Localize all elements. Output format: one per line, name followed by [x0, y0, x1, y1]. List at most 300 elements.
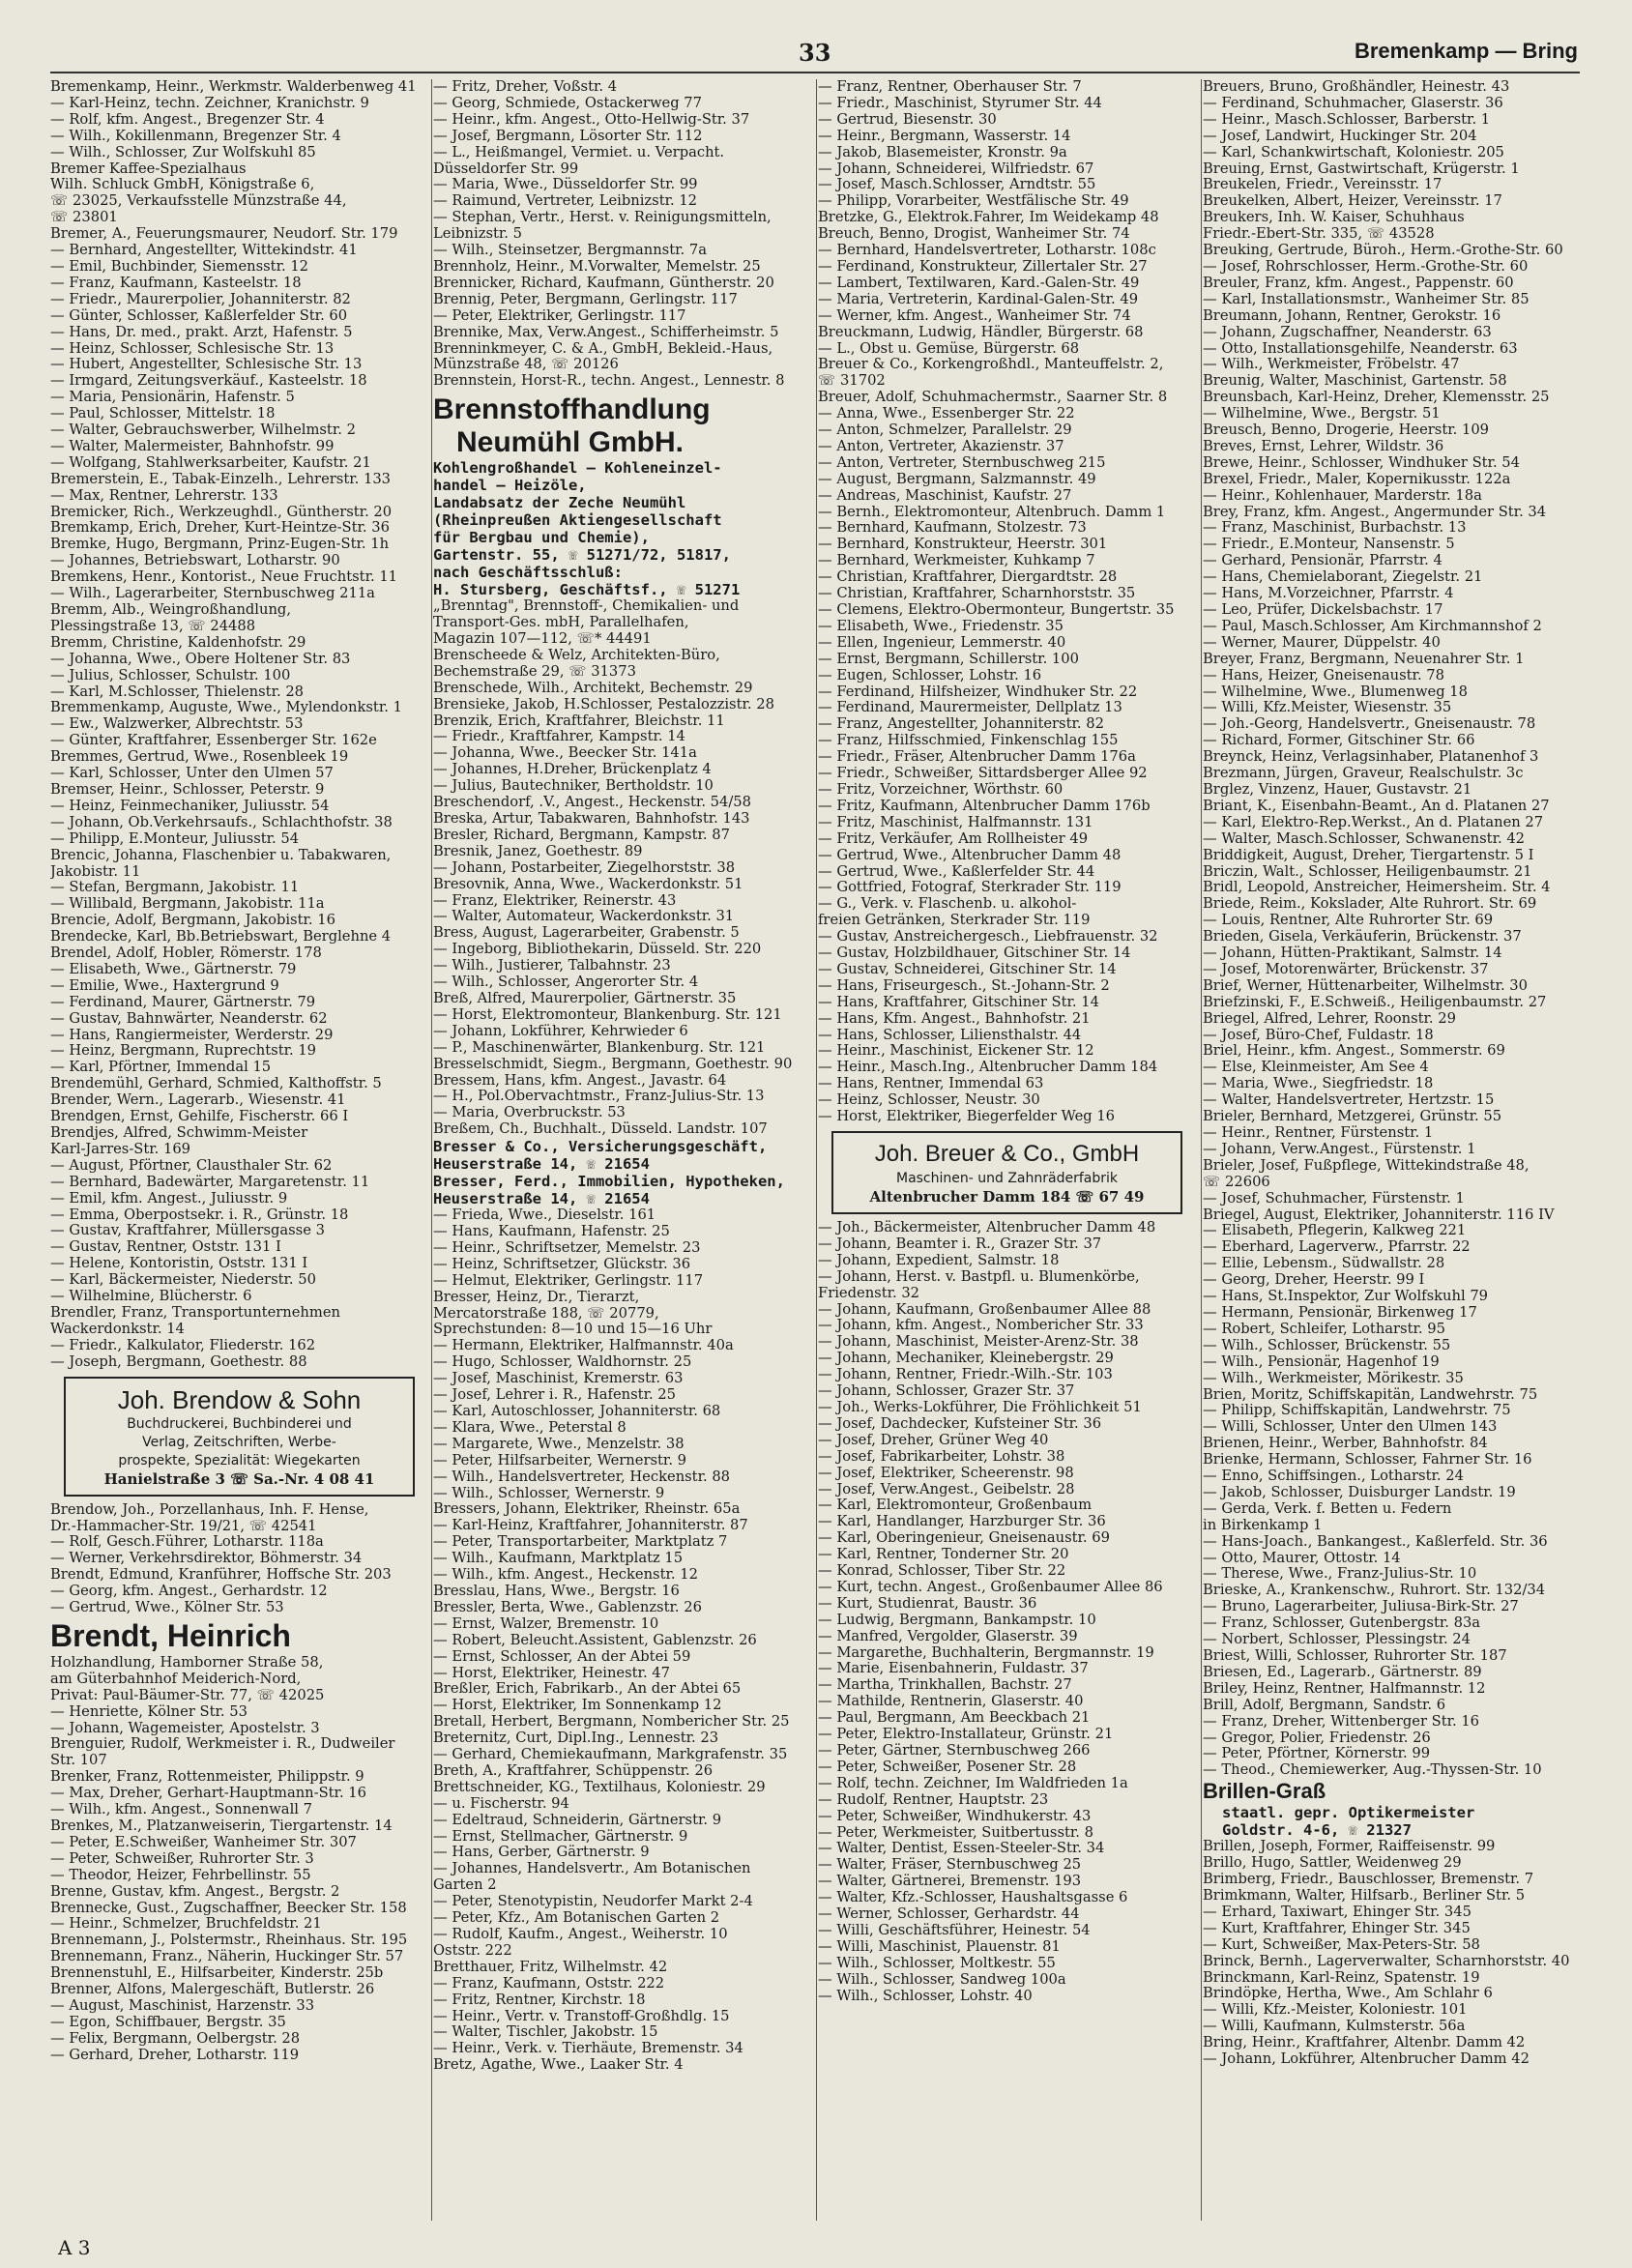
entries-block [50, 1655, 423, 2064]
directory-entry: Breumann, Johann, Rentner, Gerokstr. 16 [1203, 307, 1501, 324]
directory-entry: Brennecke, Gust., Zugschaffner, Beecker Str. 158 [50, 1900, 407, 1916]
directory-entry: — Wilh., Kaufmann, Marktplatz 15 [433, 1551, 684, 1567]
directory-entry: — Peter, Werkmeister, Suitbertusstr. 8 [818, 1824, 1093, 1841]
directory-entry: — Franz, Maschinist, Burbachstr. 13 [1203, 520, 1467, 537]
directory-entry: Briegel, August, Elektriker, Johanniterstr. 116 IV [1203, 1207, 1555, 1223]
directory-entry: Bremicker, Rich., Werkzeughdl., Güntherstr. 20 [50, 504, 393, 520]
directory-entry: — Johann, Schneiderei, Wilfriedstr. 67 [818, 160, 1094, 177]
directory-entry: — Wilh., kfm. Angest., Heckenstr. 12 [433, 1567, 698, 1584]
directory-entry: — Friedr., Kalkulator, Fliederstr. 162 [50, 1337, 316, 1353]
directory-entry: — Karl-Heinz, techn. Zeichner, Kranichstr. 9 [50, 95, 369, 111]
directory-entry: Brenguier, Rudolf, Werkmeister i. R., Dudweiler [50, 1736, 395, 1753]
directory-entry: — H., Pol.Obervachtmstr., Franz-Julius-Str. 13 [433, 1089, 765, 1105]
bold-entry [433, 1138, 805, 1173]
directory-entry: — Gustav, Rentner, Oststr. 131 I [50, 1239, 281, 1256]
directory-entry: — Peter, Elektro-Installateur, Grünstr. 21 [818, 1727, 1114, 1743]
directory-entry: — Heinr., Masch.Schlosser, Barberstr. 1 [1203, 111, 1491, 128]
directory-entry: — Hans-Joach., Bankangest., Kaßlerfeld. Str. 36 [1203, 1533, 1548, 1550]
directory-entry: Leibnizstr. 5 [433, 226, 522, 243]
directory-entry: — Walter, Dentist, Essen-Steeler-Str. 34 [818, 1841, 1105, 1857]
directory-entry: — Helene, Kontoristin, Oststr. 131 I [50, 1256, 308, 1272]
directory-entry: — Jakob, Schlosser, Duisburger Landstr. 19 [1203, 1484, 1516, 1500]
directory-entry: — Franz, Angestellter, Johanniterstr. 82 [818, 716, 1104, 733]
directory-entry: Brennemann, J., Polstermstr., Rheinhaus. Str. 195 [50, 1933, 408, 1949]
directory-entry: — Wilhelmine, Blücherstr. 6 [50, 1289, 252, 1305]
directory-entry: — Werner, Maurer, Düppelstr. 40 [1203, 634, 1441, 651]
directory-entry: staatl. gepr. Optikermeister [1222, 1804, 1475, 1822]
directory-entry: Heuserstraße 14, ☏ 21654 [433, 1155, 650, 1174]
directory-entry: Brennemann, Franz., Näherin, Huckinger Str. 57 [50, 1949, 404, 1965]
directory-entry: — Gottfried, Fotograf, Sterkrader Str. 119 [818, 880, 1122, 896]
directory-entry: — Johann, Ob.Verkehrsaufs., Schlachthofstr. 38 [50, 814, 393, 830]
directory-entry: — Wilh., Schlosser, Angerorter Str. 4 [433, 974, 699, 991]
directory-entry: — Gerda, Verk. f. Betten u. Federn [1203, 1500, 1452, 1517]
directory-entry: — P., Maschinenwärter, Blankenburg. Str. 121 [433, 1039, 766, 1056]
directory-entry: — Bernhard, Werkmeister, Kuhkamp 7 [818, 553, 1095, 569]
directory-entry: — Walter, Automateur, Wackerdonkstr. 31 [433, 909, 735, 925]
directory-entry: Breschendorf, .V., Angest., Heckenstr. 54/58 [433, 795, 752, 811]
directory-entry: Brimberg, Friedr., Bauschlosser, Bremenstr. 7 [1203, 1872, 1534, 1888]
directory-entry: — Heinr., Maschinist, Eickener Str. 12 [818, 1043, 1094, 1060]
directory-entry: Transport-Ges. mbH, Parallelhafen, [433, 615, 689, 631]
directory-entry: — L., Obst u. Gemüse, Bürgerstr. 68 [818, 340, 1080, 357]
directory-entry: — Walter, Gärtnerei, Bremenstr. 193 [818, 1874, 1082, 1890]
directory-entry: — Clemens, Elektro-Obermonteur, Bungertstr. 35 [818, 602, 1175, 618]
directory-entry: Goldstr. 4-6, ☏ 21327 [1222, 1821, 1412, 1840]
directory-entry: — Franz, Rentner, Oberhauser Str. 7 [818, 79, 1082, 95]
directory-entry: — Anton, Vertreter, Sternbuschweg 215 [818, 454, 1106, 471]
directory-entry: — Johann, Postarbeiter, Ziegelhorststr. 38 [433, 859, 736, 876]
directory-entry: Briczin, Walt., Schlosser, Heiligenbaumstr. 21 [1203, 863, 1532, 880]
directory-entry: — Karl, Elektro-Rep.Werkst., An d. Platanen 27 [1203, 814, 1544, 830]
directory-entry: — Josef, Dachdecker, Kufsteiner Str. 36 [818, 1415, 1102, 1432]
directory-entry: Brenker, Franz, Rottenmeister, Philippstr. 9 [50, 1769, 364, 1786]
advert-body [72, 1415, 407, 1470]
directory-entry: — Gerhard, Dreher, Lotharstr. 119 [50, 2047, 300, 2063]
directory-entry: — Wilh., kfm. Angest., Sonnenwall 7 [50, 1802, 312, 1818]
directory-entry: — Gustav, Kraftfahrer, Müllersgasse 3 [50, 1223, 325, 1239]
directory-entry: — Irmgard, Zeitungsverkäuf., Kasteelstr. 18 [50, 373, 367, 390]
directory-entry: — Hans, Dr. med., prakt. Arzt, Hafenstr. 5 [50, 324, 353, 340]
entries-block [818, 79, 1190, 1125]
directory-entry: — Stefan, Bergmann, Jakobistr. 11 [50, 880, 300, 896]
directory-entry: — Heinz, Bergmann, Ruprechtstr. 19 [50, 1043, 317, 1060]
directory-entry: — Günter, Kraftfahrer, Essenberger Str. 162e [50, 733, 377, 749]
directory-entry: Bremm, Alb., Weingroßhandlung, [50, 602, 291, 618]
directory-entry: H. Stursberg, Geschäftsf., ☏ 51271 [433, 581, 741, 599]
directory-entry: — Christian, Kraftfahrer, Scharnhorststr. 35 [818, 586, 1136, 602]
directory-entry: — Hans, Rentner, Immendal 63 [818, 1076, 1044, 1092]
directory-entry: — Max, Dreher, Gerhart-Hauptmann-Str. 16 [50, 1786, 366, 1802]
directory-entry: Brezmann, Jürgen, Graveur, Realschulstr. 3c [1203, 766, 1524, 782]
directory-entry: nach Geschäftsschluß: [433, 564, 623, 582]
directory-entry: — Anton, Vertreter, Akazienstr. 37 [818, 438, 1064, 454]
directory-entry: — Egon, Schiffbauer, Bergstr. 35 [50, 2014, 286, 2030]
directory-entry: — Georg, kfm. Angest., Gerhardstr. 12 [50, 1584, 328, 1600]
directory-entry: — Rudolf, Rentner, Hauptstr. 23 [818, 1791, 1049, 1808]
directory-entry: Brieden, Gisela, Verkäuferin, Brückenstr. 37 [1203, 929, 1522, 945]
directory-entry: Bremm, Christine, Kaldenhofstr. 29 [50, 634, 306, 651]
directory-entry: — Wilh., Kokillenmann, Bregenzer Str. 4 [50, 128, 341, 144]
directory-entry: — Bruno, Lagerarbeiter, Juliusa-Birk-Str. 27 [1203, 1599, 1519, 1615]
directory-entry: — Friedr., Fräser, Altenbrucher Damm 176a [818, 749, 1136, 766]
entries-block [433, 598, 805, 1138]
directory-entry: — Lambert, Textilwaren, Kard.-Galen-Str. 49 [818, 275, 1140, 291]
directory-entry: — Hugo, Schlosser, Waldhornstr. 25 [433, 1354, 692, 1371]
directory-entry: Breßem, Ch., Buchhalt., Düsseld. Landstr. 107 [433, 1121, 768, 1138]
directory-entry: Bremser, Heinr., Schlosser, Peterstr. 9 [50, 781, 325, 798]
directory-entry: — Hans, Kfm. Angest., Bahnhofstr. 21 [818, 1010, 1091, 1027]
directory-entry: Bretz, Agathe, Wwe., Laaker Str. 4 [433, 2057, 684, 2074]
directory-entry: — Josef, Landwirt, Huckinger Str. 204 [1203, 128, 1477, 144]
directory-entry: — Heinr., Schriftsetzer, Memelstr. 23 [433, 1239, 701, 1256]
directory-entry: — Andreas, Maschinist, Kaufstr. 27 [818, 487, 1072, 504]
directory-entry: — Franz, Kaufmann, Oststr. 222 [433, 1975, 665, 1992]
directory-entry: — Wilh., Schlosser, Zur Wolfskuhl 85 [50, 144, 316, 160]
directory-entry: — Kurt, techn. Angest., Großenbaumer Allee 86 [818, 1579, 1163, 1595]
directory-entry: Brendow, Joh., Porzellanhaus, Inh. F. Hense, [50, 1501, 369, 1518]
directory-entry: Brieler, Bernhard, Metzgerei, Grünstr. 55 [1203, 1109, 1502, 1125]
directory-entry: Garten 2 [433, 1877, 497, 1894]
directory-entry: — Ernst, Walzer, Bremenstr. 10 [433, 1615, 659, 1632]
directory-entry: — Emilie, Wwe., Haxtergrund 9 [50, 977, 279, 994]
directory-entry: — Franz, Hilfsschmied, Finkenschlag 155 [818, 733, 1119, 749]
advert-address: Hanielstraße 3 ☏ Sa.-Nr. 4 08 41 [103, 1469, 375, 1488]
entries-block [433, 1207, 805, 2074]
entries-block [1203, 79, 1575, 1779]
directory-entry: — Wilh., Steinsetzer, Bergmannstr. 7a [433, 243, 707, 259]
directory-entry: Bretall, Herbert, Bergmann, Nombericher Str. 25 [433, 1714, 790, 1730]
directory-entry: — Heinr., Kohlenhauer, Marderstr. 18a [1203, 487, 1482, 504]
directory-entry: — Gustav, Anstreichergesch., Liebfrauenstr. 32 [818, 929, 1158, 945]
entries-block [818, 1220, 1190, 2005]
directory-entry: — Maria, Overbruckstr. 53 [433, 1105, 626, 1121]
directory-entry: Bremerstein, E., Tabak-Einzelh., Lehrerstr. 133 [50, 471, 392, 487]
directory-entry: Bressers, Johann, Elektriker, Rheinstr. 65a [433, 1501, 741, 1518]
header-rule [50, 72, 1580, 73]
directory-entry: Bresselschmidt, Siegm., Bergmann, Goethestr. 90 [433, 1056, 793, 1072]
directory-entry: — Gertrud, Wwe., Altenbrucher Damm 48 [818, 847, 1122, 863]
directory-entry: — Frieda, Wwe., Dieselstr. 161 [433, 1207, 656, 1224]
directory-entry: — Wilh., Schlosser, Brückenstr. 55 [1203, 1337, 1451, 1353]
directory-entry: — Hans, Chemielaborant, Ziegelstr. 21 [1203, 569, 1483, 586]
advert-title: Joh. Brendow & Sohn [117, 1384, 362, 1414]
column-1 [50, 79, 423, 2221]
directory-entry: — Friedr., Maschinist, Styrumer Str. 44 [818, 95, 1102, 111]
directory-entry: Bremke, Hugo, Bergmann, Prinz-Eugen-Str. 1h [50, 537, 390, 553]
directory-entry: Heuserstraße 14, ☏ 21654 [433, 1190, 650, 1208]
directory-entry: — Helmut, Elektriker, Gerlingstr. 117 [433, 1272, 704, 1289]
directory-entry: — Wilh., Werkmeister, Fröbelstr. 47 [1203, 357, 1460, 373]
directory-entry: — Hans, Schlosser, Liliensthalstr. 44 [818, 1027, 1082, 1043]
directory-entry: ☏ 31702 [818, 373, 886, 390]
directory-entry: Breuch, Benno, Drogist, Wanheimer Str. 74 [818, 226, 1130, 243]
directory-entry: — Gerhard, Pensionär, Pfarrstr. 4 [1203, 553, 1443, 569]
directory-entry: — Enno, Schiffsingen., Lotharstr. 24 [1203, 1468, 1464, 1485]
directory-entry: ☏ 23801 [50, 210, 118, 226]
directory-entry: — Josef, Verw.Angest., Geibelstr. 28 [818, 1481, 1075, 1497]
directory-entry: Briant, K., Eisenbahn-Beamt., An d. Platanen 27 [1203, 798, 1550, 814]
directory-entry: Brglez, Vinzenz, Hauer, Gustavstr. 21 [1203, 781, 1472, 798]
directory-entry: Breves, Ernst, Lehrer, Wildstr. 36 [1203, 438, 1444, 454]
directory-entry: — Heinr., kfm. Angest., Otto-Hellwig-Str. 37 [433, 111, 750, 128]
directory-entry: — Henriette, Kölner Str. 53 [50, 1703, 248, 1720]
directory-entry: Breuer, Adolf, Schuhmachermstr., Saarner Str. 8 [818, 390, 1168, 406]
directory-entry: — Horst, Elektriker, Biegerfelder Weg 16 [818, 1109, 1116, 1125]
column-divider [431, 79, 432, 2221]
directory-entry: — Otto, Maurer, Ottostr. 14 [1203, 1550, 1401, 1566]
directory-entry: Brennenstuhl, E., Hilfsarbeiter, Kinderstr. 25b [50, 1965, 384, 1982]
directory-entry: — Walter, Fräser, Sternbuschweg 25 [818, 1857, 1082, 1874]
directory-entry: — Franz, Elektriker, Reinerstr. 43 [433, 892, 677, 909]
directory-entry: Brinckmann, Karl-Reinz, Spatenstr. 19 [1203, 1969, 1480, 1986]
directory-entry: — Josef, Dreher, Grüner Weg 40 [818, 1432, 1049, 1448]
directory-entry: — Emil, Buchbinder, Siemensstr. 12 [50, 258, 309, 275]
directory-entry: — Louis, Rentner, Alte Ruhrorter Str. 69 [1203, 913, 1494, 929]
directory-entry: Maschinen- und Zahnräderfabrik [895, 1171, 1118, 1186]
directory-entry: Briel, Heinr., kfm. Angest., Sommerstr. 69 [1203, 1043, 1505, 1060]
directory-entry: — Peter, Gärtner, Sternbuschweg 266 [818, 1743, 1091, 1759]
directory-entry: Bremkens, Henr., Kontorist., Neue Fruchtstr. 11 [50, 569, 398, 586]
directory-entry: — Theod., Chemiewerker, Aug.-Thyssen-Str. 10 [1203, 1762, 1542, 1779]
directory-entry: — Johann, Beamter i. R., Grazer Str. 37 [818, 1236, 1102, 1252]
column-3 [818, 79, 1190, 2221]
directory-entry: — Ferdinand, Hilfsheizer, Windhuker Str. 22 [818, 683, 1138, 700]
directory-entry: Bresser, Ferd., Immobilien, Hypotheken, [433, 1173, 785, 1191]
directory-entry: — Wilh., Schlosser, Wernerstr. 9 [433, 1485, 665, 1501]
directory-entry: — Richard, Former, Gitschiner Str. 66 [1203, 733, 1475, 749]
directory-entry: — Peter, Elektriker, Gerlingstr. 117 [433, 307, 686, 324]
directory-entry: — Fritz, Dreher, Voßstr. 4 [433, 79, 618, 95]
directory-entry: Brenne, Gustav, kfm. Angest., Bergstr. 2 [50, 1883, 340, 1900]
directory-entry: — Elisabeth, Pflegerin, Kalkweg 221 [1203, 1223, 1467, 1239]
running-head: Bremenkamp — Bring [1354, 39, 1578, 63]
directory-entry: Breynck, Heinz, Verlagsinhaber, Platanenhof 3 [1203, 749, 1539, 766]
directory-entry: Dr.-Hammacher-Str. 19/21, ☏ 42541 [50, 1518, 317, 1534]
directory-entry: — Horst, Elektromonteur, Blankenburg. Str. 121 [433, 1006, 782, 1023]
directory-entry: — Johann, Maschinist, Meister-Arenz-Str. 38 [818, 1334, 1139, 1351]
directory-entry: Brennike, Max, Verw.Angest., Schifferheimstr. 5 [433, 324, 779, 340]
directory-entry: — Franz, Schlosser, Gutenbergstr. 83a [1203, 1615, 1481, 1632]
advert-breuer [831, 1131, 1182, 1214]
directory-entry: — Gertrud, Wwe., Kaßlerfelder Str. 44 [818, 863, 1095, 880]
directory-entry: — August, Pförtner, Clausthaler Str. 62 [50, 1157, 333, 1174]
directory-entry: — Werner, Verkehrsdirektor, Böhmerstr. 34 [50, 1551, 363, 1567]
directory-entry: Brenschede, Wilh., Architekt, Bechemstr. 29 [433, 680, 753, 696]
directory-entry: freien Getränken, Sterkrader Str. 119 [818, 913, 1091, 929]
directory-entry: Brimkmann, Walter, Hilfsarb., Berliner Str. 5 [1203, 1887, 1526, 1904]
directory-entry: — Willi, Kfz.Meister, Wiesenstr. 35 [1203, 700, 1452, 716]
directory-entry: — Felix, Bergmann, Oelbergstr. 28 [50, 2030, 301, 2047]
directory-entry: — Wilhelmine, Wwe., Bergstr. 51 [1203, 406, 1441, 422]
directory-entry: — Rudolf, Kaufm., Angest., Weiherstr. 10 [433, 1927, 728, 1942]
directory-entry: Bresser & Co., Versicherungsgeschäft, [433, 1138, 768, 1156]
directory-entry: Brendt, Edmund, Kranführer, Hoffsche Str. 203 [50, 1567, 392, 1584]
directory-entry: — Walter, Tischler, Jakobstr. 15 [433, 2024, 658, 2041]
entries-block [50, 1502, 423, 1616]
directory-entry: — Margarethe, Buchhalterin, Bergmannstr. 19 [818, 1644, 1154, 1661]
directory-entry: Bresnik, Janez, Goethestr. 89 [433, 843, 643, 859]
directory-entry: Bressler, Berta, Wwe., Gablenzstr. 26 [433, 1599, 702, 1615]
directory-entry: Breyer, Franz, Bergmann, Neuenahrer Str. 1 [1203, 651, 1525, 667]
directory-entry: Brindöpke, Hertha, Wwe., Am Schlahr 6 [1203, 1986, 1493, 2002]
directory-entry: — Walter, Masch.Schlosser, Schwanenstr. 42 [1203, 830, 1526, 847]
directory-entry: — Hermann, Pensionär, Birkenweg 17 [1203, 1304, 1477, 1321]
entries-block [1203, 1839, 1575, 2068]
directory-entry: Breusch, Benno, Drogerie, Heerstr. 109 [1203, 422, 1490, 439]
directory-entry: — Friedr., Kraftfahrer, Kampstr. 14 [433, 729, 685, 745]
directory-entry: — Stephan, Vertr., Herst. v. Reinigungsmitteln, [433, 210, 772, 226]
directory-entry: Oststr. 222 [433, 1942, 512, 1959]
directory-entry: Privat: Paul-Bäumer-Str. 77, ☏ 42025 [50, 1687, 325, 1703]
directory-entry: — Josef, Elektriker, Scheerenstr. 98 [818, 1465, 1074, 1481]
directory-entry: — Robert, Schleifer, Lotharstr. 95 [1203, 1321, 1445, 1337]
directory-entry: — Johannes, Betriebswart, Lotharstr. 90 [50, 553, 340, 569]
directory-entry: — Wilh., Lagerarbeiter, Sternbuschweg 211a [50, 586, 375, 602]
directory-entry: — Karl, M.Schlosser, Thielenstr. 28 [50, 683, 305, 700]
directory-entry: Briddigkeit, August, Dreher, Tiergartenstr. 5 I [1203, 847, 1534, 863]
directory-entry: — Gertrud, Wwe., Kölner Str. 53 [50, 1600, 284, 1616]
directory-entry: Bress, August, Lagerarbeiter, Grabenstr. 5 [433, 925, 740, 942]
directory-entry: — Johannes, Handelsvertr., Am Botanischen [433, 1861, 751, 1877]
directory-entry: — Willi, Maschinist, Plauenstr. 81 [818, 1938, 1061, 1955]
directory-entry: ☏ 22606 [1203, 1174, 1270, 1190]
directory-entry: — Georg, Schmiede, Ostackerweg 77 [433, 95, 702, 111]
directory-entry: — Josef, Fabrikarbeiter, Lohstr. 38 [818, 1448, 1065, 1465]
directory-entry: Breth, A., Kraftfahrer, Schüppenstr. 26 [433, 1762, 714, 1779]
directory-entry: Brencie, Adolf, Bergmann, Jakobistr. 16 [50, 913, 335, 929]
directory-entry: Wilh. Schluck GmbH, Königstraße 6, [50, 177, 315, 193]
advert-body [433, 459, 805, 598]
directory-entry: Bretzke, G., Elektrok.Fahrer, Im Weidekamp 48 [818, 210, 1159, 226]
entries-block [50, 79, 423, 1371]
directory-entry: Breukelken, Albert, Heizer, Vereinsstr. 17 [1203, 193, 1502, 210]
printer-signature: A 3 [58, 2236, 91, 2259]
advert-title: Brillen-Graß [1203, 1779, 1326, 1804]
directory-entry: — Gustav, Bahnwärter, Neanderstr. 62 [50, 1010, 328, 1027]
directory-entry: — Johann, Wagemeister, Apostelstr. 3 [50, 1720, 320, 1736]
directory-entry: — Johann, Schlosser, Grazer Str. 37 [818, 1383, 1075, 1400]
directory-entry: — Philipp, Vorarbeiter, Westfälische Str. 49 [818, 193, 1129, 210]
directory-entry: — Walter, Handelsvertreter, Hertzstr. 15 [1203, 1092, 1495, 1109]
directory-entry: — Jakob, Blasemeister, Kronstr. 9a [818, 144, 1067, 160]
directory-entry: — Josef, Lehrer i. R., Hafenstr. 25 [433, 1387, 676, 1404]
column-divider [816, 79, 817, 2221]
directory-entry: Jakobistr. 11 [50, 863, 141, 880]
directory-entry: — Peter, E.Schweißer, Wanheimer Str. 307 [50, 1834, 357, 1850]
directory-entry: Brendel, Adolf, Hobler, Römerstr. 178 [50, 945, 322, 962]
directory-entry: — Franz, Dreher, Wittenberger Str. 16 [1203, 1713, 1480, 1730]
directory-entry: — Willibald, Bergmann, Jakobistr. 11a [50, 896, 325, 913]
advert-body [839, 1170, 1175, 1188]
entries-block [433, 79, 805, 390]
directory-entry: Bremkamp, Erich, Dreher, Kurt-Heintze-Str. 36 [50, 520, 390, 537]
directory-entry: Brendjes, Alfred, Schwimm-Meister [50, 1125, 308, 1141]
directory-entry: — Elisabeth, Wwe., Friedenstr. 35 [818, 618, 1064, 634]
directory-entry: — Günter, Schlosser, Kaßlerfelder Str. 60 [50, 307, 348, 324]
directory-entry: Bretthauer, Fritz, Wilhelmstr. 42 [433, 1959, 668, 1975]
directory-entry: — Walter, Kfz.-Schlosser, Haushaltsgasse 6 [818, 1890, 1128, 1906]
directory-entry: — Karl, Installationsmstr., Wanheimer Str. 85 [1203, 291, 1530, 307]
directory-entry: — Emma, Oberpostsekr. i. R., Grünstr. 18 [50, 1207, 349, 1223]
directory-entry: — Hans, M.Vorzeichner, Pfarrstr. 4 [1203, 586, 1454, 602]
directory-entry: — Hans, Friseurgesch., St.-Johann-Str. 2 [818, 977, 1110, 994]
directory-entry: Plessingstraße 13, ☏ 24488 [50, 618, 256, 634]
directory-entry: Brensieke, Jakob, H.Schlosser, Pestalozzistr. 28 [433, 696, 774, 712]
directory-entry: — Heinr., Bergmann, Wasserstr. 14 [818, 128, 1071, 144]
directory-entry: Breunig, Walter, Maschinist, Gartenstr. 58 [1203, 373, 1507, 390]
directory-entry: — Philipp, E.Monteur, Juliusstr. 54 [50, 830, 300, 847]
directory-entry: Brenkes, M., Platzanweiserin, Tiergartenstr. 14 [50, 1818, 393, 1834]
column-4 [1203, 79, 1575, 2221]
directory-entry: Kohlengroßhandel — Kohleneinzel- [433, 459, 722, 478]
directory-entry: — Erhard, Taxiwart, Ehinger Str. 345 [1203, 1904, 1472, 1920]
directory-entry: — Karl, Handlanger, Harzburger Str. 36 [818, 1514, 1106, 1530]
directory-entry: Sprechstunden: 8—10 und 15—16 Uhr [433, 1322, 713, 1338]
directory-entry: — Heinr., Schmelzer, Bruchfeldstr. 21 [50, 1916, 322, 1933]
directory-entry: Breuers, Bruno, Großhändler, Heinestr. 43 [1203, 79, 1510, 95]
directory-entry: — Ernst, Stellmacher, Gärtnerstr. 9 [433, 1828, 688, 1845]
directory-entry: Brienen, Heinr., Werber, Bahnhofstr. 84 [1203, 1436, 1488, 1452]
directory-entry: — Maria, Wwe., Düsseldorfer Str. 99 [433, 177, 698, 193]
directory-entry: Landabsatz der Zeche Neumühl [433, 494, 686, 512]
directory-entry: Brienke, Hermann, Schlosser, Fahrner Str. 16 [1203, 1452, 1532, 1468]
directory-entry: Bresser, Heinz, Dr., Tierarzt, [433, 1289, 640, 1305]
directory-entry: — Heinz, Feinmechaniker, Juliusstr. 54 [50, 798, 330, 814]
directory-entry: Briede, Reim., Kokslader, Alte Ruhrort. Str. 69 [1203, 896, 1537, 913]
directory-entry: — Willi, Kfz.-Meister, Koloniestr. 101 [1203, 2002, 1468, 2019]
directory-entry: Brieske, A., Krankenschw., Ruhrort. Str. 132/34 [1203, 1583, 1546, 1599]
directory-entry: — Joh., Werks-Lokführer, Die Fröhlichkeit 51 [818, 1399, 1142, 1415]
directory-entry: — Hermann, Elektriker, Halfmannstr. 40a [433, 1338, 734, 1354]
directory-entry: Brenner, Alfons, Malergeschäft, Butlerstr. 26 [50, 1982, 375, 1998]
directory-entry: — Ew., Walzwerker, Albrechtstr. 53 [50, 716, 304, 733]
directory-entry: — Friedr., Maurerpolier, Johanniterstr. 82 [50, 291, 351, 307]
directory-entry: am Güterbahnhof Meiderich-Nord, [50, 1671, 302, 1687]
directory-entry: — Ferdinand, Konstrukteur, Zillertaler Str. 27 [818, 258, 1148, 275]
directory-entry: — Emil, kfm. Angest., Juliusstr. 9 [50, 1190, 288, 1207]
directory-entry: — Karl, Autoschlosser, Johanniterstr. 68 [433, 1404, 721, 1419]
directory-entry: — Leo, Prüfer, Dickelsbachstr. 17 [1203, 602, 1443, 618]
directory-entry: — Rolf, techn. Zeichner, Im Waldfrieden 1a [818, 1775, 1128, 1791]
directory-entry: — Maria, Wwe., Siegfriedstr. 18 [1203, 1076, 1434, 1092]
directory-entry: — Gustav, Schneiderei, Gitschiner Str. 14 [818, 961, 1117, 977]
directory-entry: — Heinz, Schriftsetzer, Glückstr. 36 [433, 1256, 691, 1272]
directory-entry: Brinck, Bernh., Lagerverwalter, Scharnhorststr. 40 [1203, 1953, 1570, 1969]
directory-entry: Breuler, Franz, kfm. Angest., Pappenstr. 60 [1203, 275, 1514, 291]
directory-entry: — Josef, Schuhmacher, Fürstenstr. 1 [1203, 1190, 1465, 1207]
directory-entry: Breuking, Gertrude, Büroh., Herm.-Grothe-Str. 60 [1203, 243, 1563, 259]
directory-entry: Brey, Franz, kfm. Angest., Angermunder Str. 34 [1203, 504, 1547, 520]
directory-entry: — Anna, Wwe., Essenberger Str. 22 [818, 406, 1075, 422]
directory-entry: (Rheinpreußen Aktiengesellschaft [433, 511, 722, 530]
directory-entry: — Edeltraud, Schneiderin, Gärtnerstr. 9 [433, 1812, 722, 1828]
directory-entry: — Gregor, Polier, Friedenstr. 26 [1203, 1730, 1431, 1746]
directory-entry: Bremer, A., Feuerungsmaurer, Neudorf. Str. 179 [50, 226, 398, 243]
directory-entry: Brill, Adolf, Bergmann, Sandstr. 6 [1203, 1697, 1446, 1713]
directory-entry: — Robert, Beleucht.Assistent, Gablenzstr. 26 [433, 1632, 757, 1648]
directory-entry: Bressem, Hans, kfm. Angest., Javastr. 64 [433, 1072, 727, 1089]
directory-entry: — Karl, Oberingenieur, Gneisenaustr. 69 [818, 1530, 1110, 1547]
directory-entry: — Joh.-Georg, Handelsvertr., Gneisenaustr. 78 [1203, 716, 1536, 733]
directory-entry: Brillen, Joseph, Former, Raiffeisenstr. 99 [1203, 1839, 1496, 1855]
directory-entry: — Josef, Rohrschlosser, Herm.-Grothe-Str. 60 [1203, 258, 1529, 275]
directory-entry: — Johann, Herst. v. Bastpfl. u. Blumenkörbe, [818, 1268, 1140, 1285]
bold-entry-name: Brendt, Heinrich [50, 1617, 291, 1653]
directory-entry: — Fritz, Maschinist, Halfmannstr. 131 [818, 814, 1093, 830]
directory-entry: — Heinr., Masch.Ing., Altenbrucher Damm 184 [818, 1060, 1158, 1076]
directory-entry: Briegel, Alfred, Lehrer, Roonstr. 29 [1203, 1010, 1456, 1027]
